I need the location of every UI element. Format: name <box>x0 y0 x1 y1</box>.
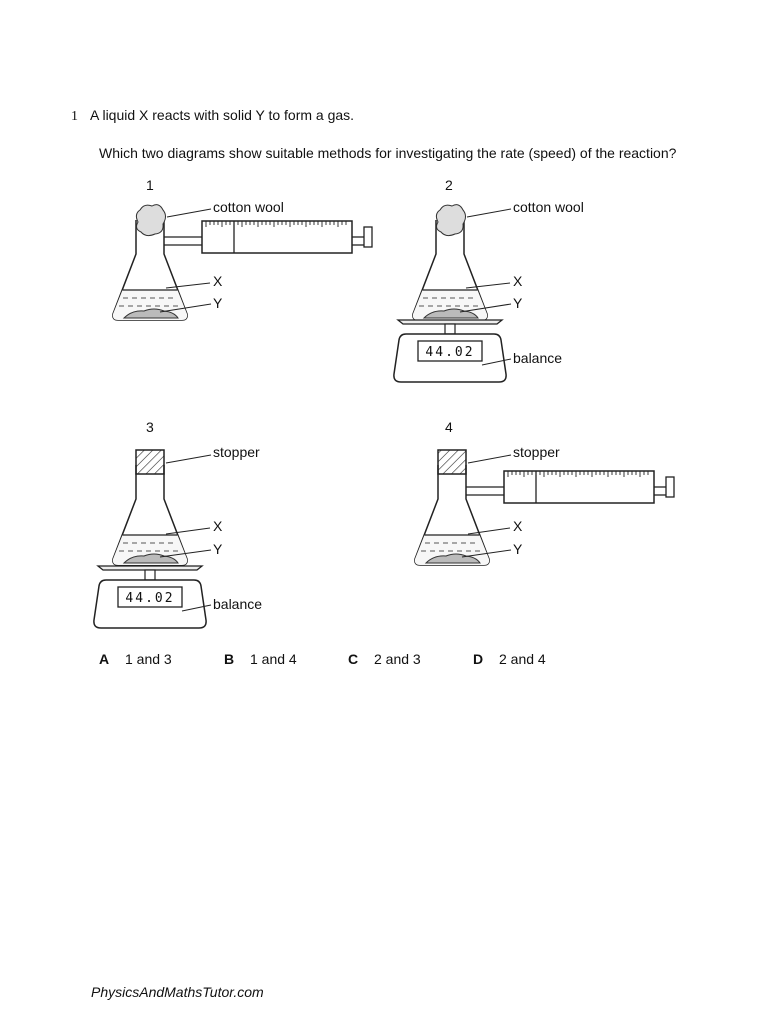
option-text: 2 and 4 <box>499 651 546 667</box>
balance-label: balance <box>513 350 563 366</box>
option-letter: D <box>473 651 484 667</box>
top-label: cotton wool <box>213 199 284 215</box>
diagram-4 <box>415 419 674 565</box>
stopper-icon <box>136 450 164 474</box>
diagram-3 <box>94 419 262 628</box>
solid-y-label: Y <box>513 541 523 557</box>
balance-reading: 44.02 <box>425 345 475 360</box>
diagram-number: 4 <box>445 419 453 435</box>
diagram-number: 2 <box>445 177 453 193</box>
diagram-1 <box>113 177 372 320</box>
option-letter: A <box>99 651 110 667</box>
liquid-x-label: X <box>213 273 223 289</box>
option-letter: B <box>224 651 235 667</box>
liquid-x-label: X <box>513 273 523 289</box>
option-text: 1 and 3 <box>125 651 172 667</box>
option-letter: C <box>348 651 359 667</box>
option-b[interactable] <box>224 651 297 667</box>
balance-label: balance <box>213 596 263 612</box>
option-text: 1 and 4 <box>250 651 297 667</box>
question-stem: A liquid X reacts with solid Y to form a gas. <box>90 107 355 123</box>
solid-y-label: Y <box>213 295 223 311</box>
question-number: 1 <box>71 109 78 124</box>
cotton-wool-icon <box>136 205 165 236</box>
diagram-number: 1 <box>146 177 154 193</box>
top-label: stopper <box>513 444 560 460</box>
liquid-x-label: X <box>513 518 523 534</box>
option-a[interactable] <box>99 651 172 667</box>
option-c[interactable] <box>348 651 421 667</box>
option-text: 2 and 3 <box>374 651 421 667</box>
balance-reading: 44.02 <box>125 591 175 606</box>
diagram-number: 3 <box>146 419 154 435</box>
stopper-icon <box>438 450 466 474</box>
footer-site-name: PhysicsAndMathsTutor.com <box>91 984 264 1000</box>
question-prompt: Which two diagrams show suitable methods for investigating the rate (speed) of the reaction? <box>99 145 677 161</box>
diagram-2 <box>394 177 584 382</box>
solid-y-label: Y <box>513 295 523 311</box>
cotton-wool-icon <box>436 205 465 236</box>
top-label: cotton wool <box>513 199 584 215</box>
liquid-x-label: X <box>213 518 223 534</box>
option-d[interactable] <box>473 651 546 667</box>
solid-y-label: Y <box>213 541 223 557</box>
top-label: stopper <box>213 444 260 460</box>
